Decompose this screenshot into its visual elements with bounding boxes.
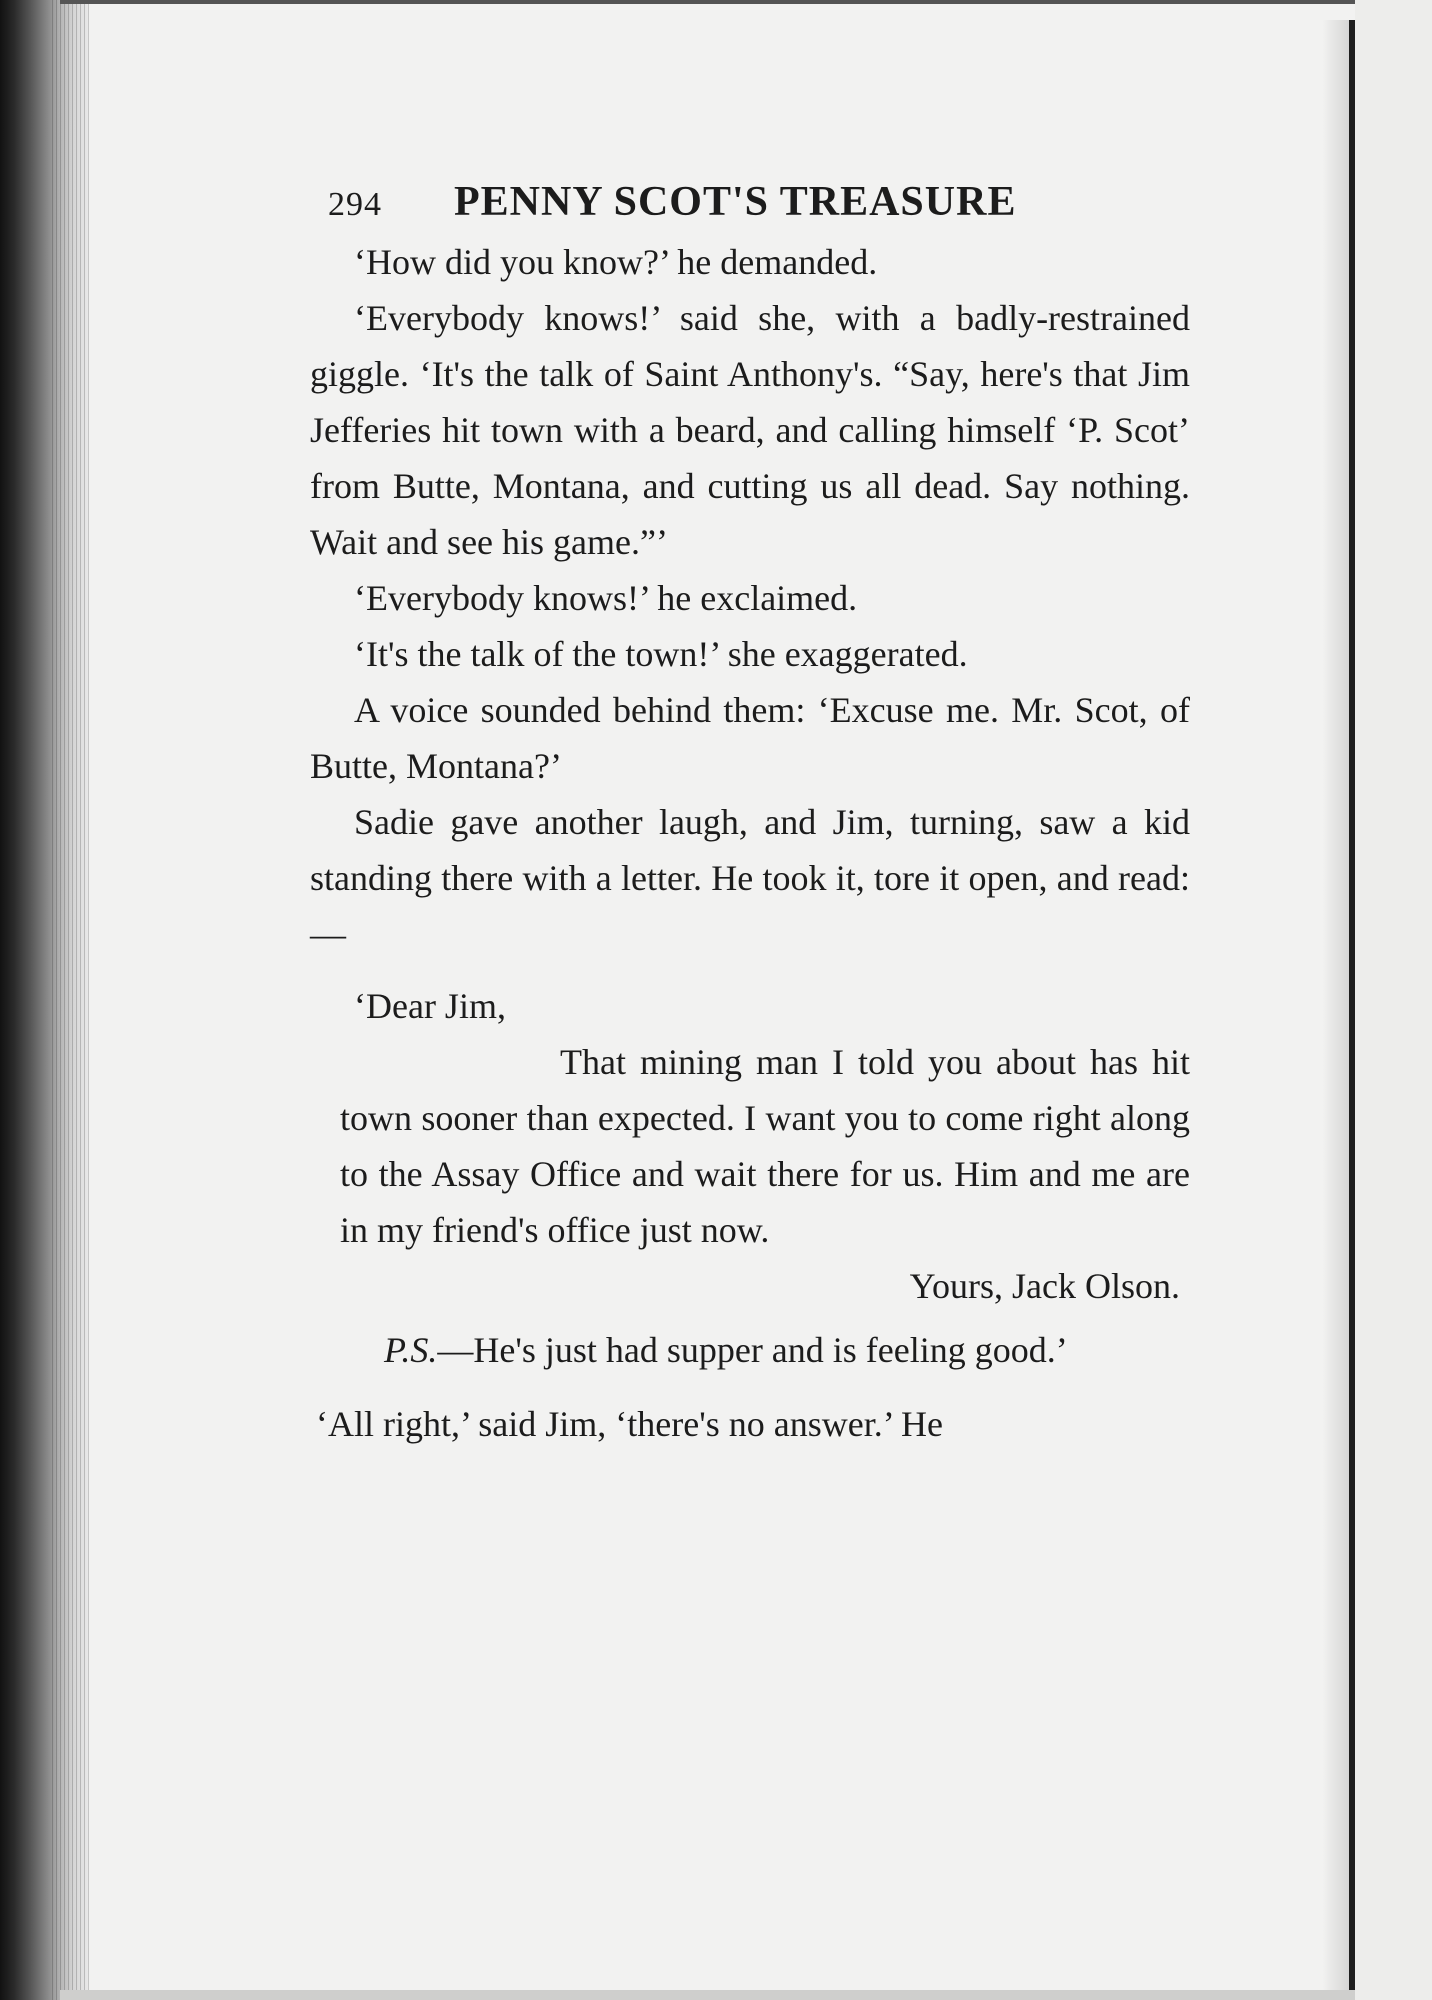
paragraph: ‘How did you know?’ he demanded. <box>354 242 878 282</box>
book-title: PENNY SCOT'S TREASURE <box>454 179 1017 225</box>
paragraph: A voice sounded behind them: ‘Excuse me. Mr. Scot, of Butte, Montana?’ <box>310 690 1190 786</box>
paragraph: Sadie gave another laugh, and Jim, turning, saw a kid standing there with a letter. He took it, tore it open, and read:— <box>310 802 1190 954</box>
postscript-text: —He's just had supper and is feeling good.’ <box>437 1330 1068 1370</box>
page-gutter-shadow <box>1322 20 1350 2000</box>
running-head <box>310 168 1190 234</box>
postscript-label: P.S. <box>384 1330 438 1370</box>
paragraph: ‘Everybody knows!’ said she, with a badly-restrained giggle. ‘It's the talk of Saint Anthony's. “Say, here's that Jim Jefferies hit town with a beard, and calling himself ‘P. Scot’ from Butte, Montana, and cutting us all dead. Say nothing. Wait and see his game.”’ <box>310 298 1190 562</box>
page-edges <box>52 0 92 2000</box>
top-edge <box>60 0 1360 4</box>
paragraph: ‘It's the talk of the town!’ she exaggerated. <box>354 634 968 674</box>
quoted-letter <box>340 978 1190 1378</box>
closing-paragraph: ‘All right,’ said Jim, ‘there's no answer.’ He <box>316 1404 943 1444</box>
facing-page-edge <box>1355 0 1432 2000</box>
bottom-edge <box>60 1990 1355 2000</box>
paragraph: ‘Everybody knows!’ he exclaimed. <box>354 578 858 618</box>
letter-signoff: Yours, Jack Olson. <box>909 1266 1180 1306</box>
page-number: 294 <box>328 186 382 223</box>
letter-postscript <box>340 1322 1190 1378</box>
page-text-block <box>310 168 1190 1452</box>
letter-body: That mining man I told you about has hit town sooner than expected. I want you to come right along to the Assay Office and wait there for us. Him and me are in my friend's office just now. <box>340 1042 1190 1250</box>
letter-salutation: ‘Dear Jim, <box>354 986 506 1026</box>
